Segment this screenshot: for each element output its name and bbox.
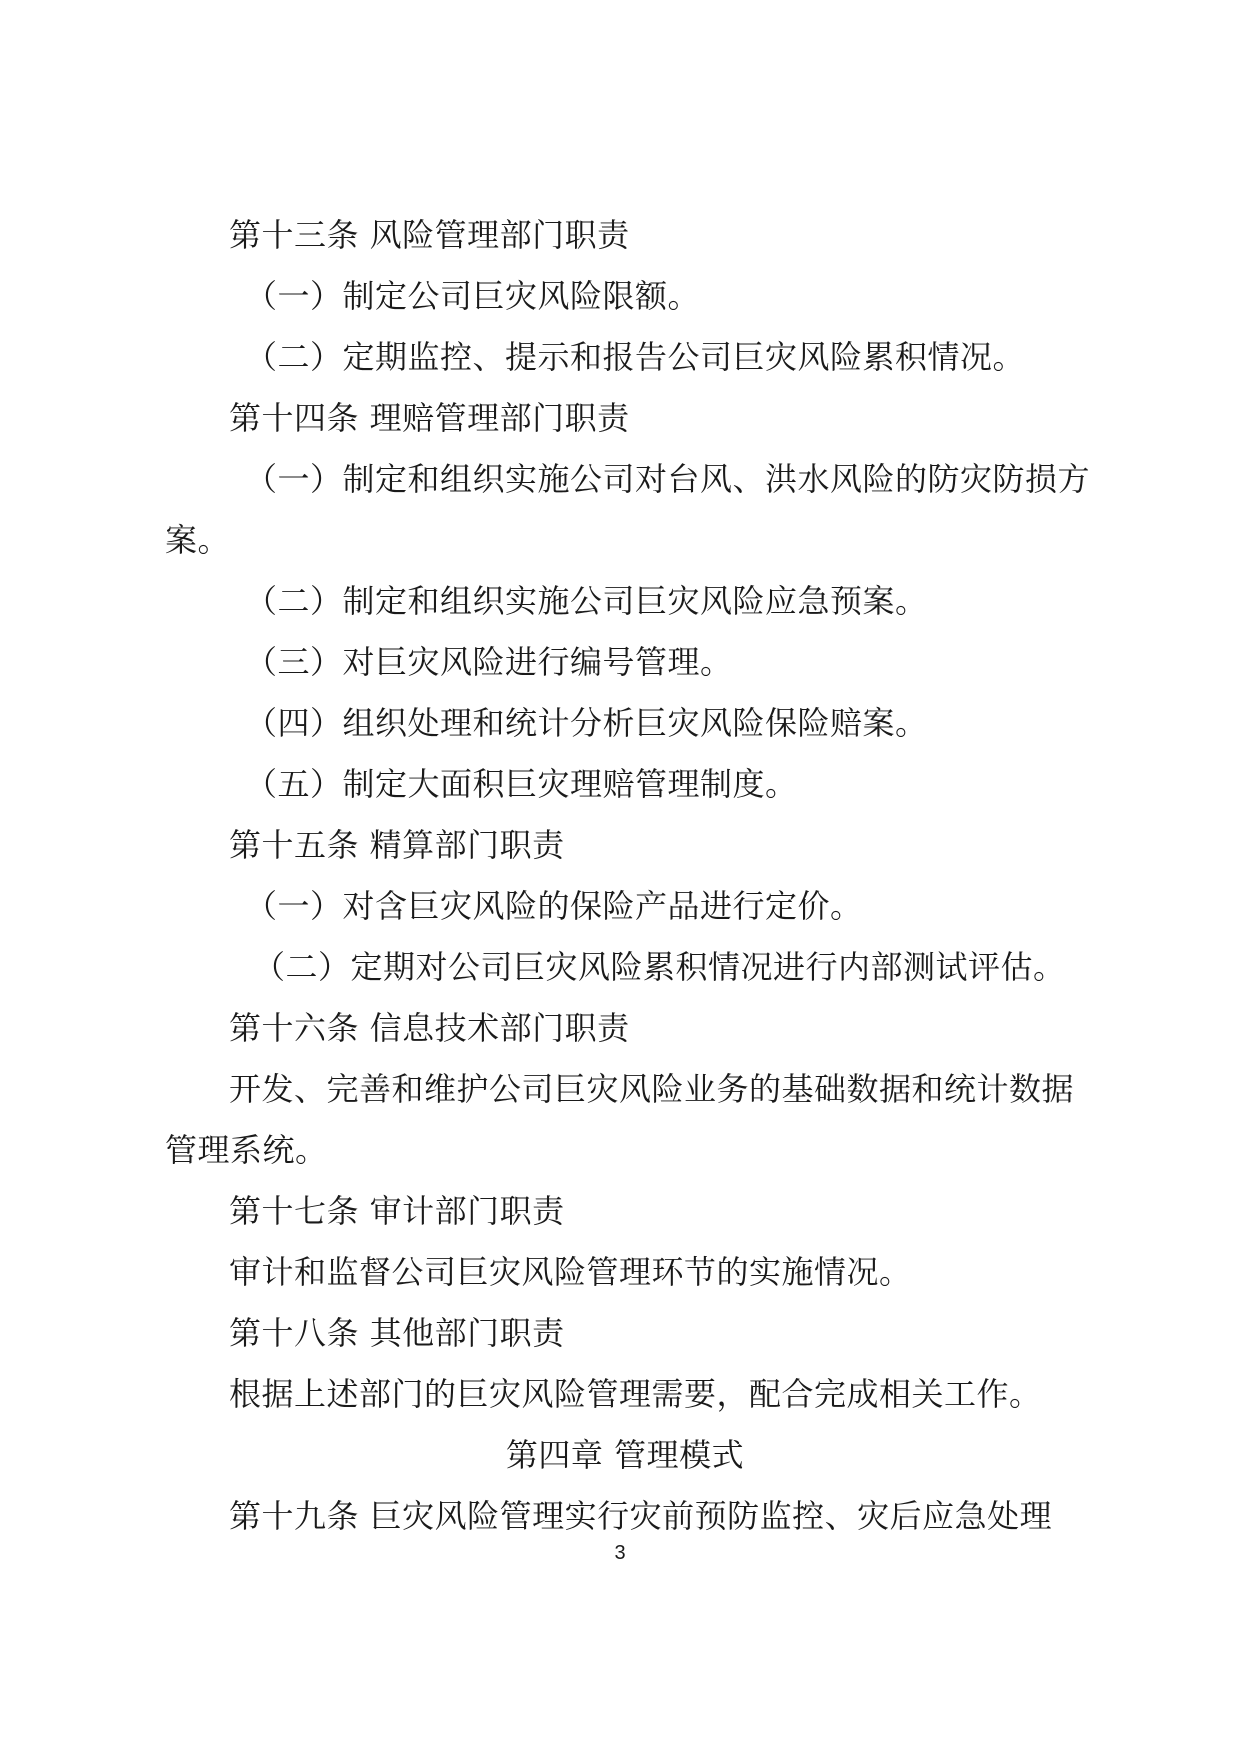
article-14-item-5: （五）制定大面积巨灾理赔管理制度。	[245, 765, 798, 803]
article-14-item-1-continued: 案。	[165, 521, 231, 559]
article-13-item-2: （二）定期监控、提示和报告公司巨灾风险累积情况。	[245, 338, 1026, 376]
article-14-item-2: （二）制定和组织实施公司巨灾风险应急预案。	[245, 582, 928, 620]
article-16-heading: 第十六条 信息技术部门职责	[229, 1009, 630, 1047]
article-15-item-1: （一）对含巨灾风险的保险产品进行定价。	[245, 887, 863, 925]
article-19-heading: 第十九条 巨灾风险管理实行灾前预防监控、灾后应急处理	[229, 1497, 1053, 1535]
article-13-heading: 第十三条 风险管理部门职责	[229, 216, 630, 254]
article-17-body: 审计和监督公司巨灾风险管理环节的实施情况。	[229, 1253, 912, 1291]
article-15-item-2: （二）定期对公司巨灾风险累积情况进行内部测试评估。	[253, 948, 1066, 986]
article-16-body-continued: 管理系统。	[165, 1131, 328, 1169]
article-13-item-1: （一）制定公司巨灾风险限额。	[245, 277, 701, 315]
article-14-item-1: （一）制定和组织实施公司对台风、洪水风险的防灾防损方	[245, 460, 1091, 498]
article-14-item-4: （四）组织处理和统计分析巨灾风险保险赔案。	[245, 704, 928, 742]
chapter-4-heading: 第四章 管理模式	[505, 1436, 745, 1474]
article-14-heading: 第十四条 理赔管理部门职责	[229, 399, 630, 437]
article-17-heading: 第十七条 审计部门职责	[229, 1192, 565, 1230]
page-number: 3	[614, 1542, 626, 1564]
article-18-body: 根据上述部门的巨灾风险管理需要，配合完成相关工作。	[229, 1375, 1042, 1413]
document-body	[165, 205, 1091, 1547]
article-16-body: 开发、完善和维护公司巨灾风险业务的基础数据和统计数据	[229, 1070, 1075, 1108]
article-14-item-3: （三）对巨灾风险进行编号管理。	[245, 643, 733, 681]
article-18-heading: 第十八条 其他部门职责	[229, 1314, 565, 1352]
article-15-heading: 第十五条 精算部门职责	[229, 826, 565, 864]
